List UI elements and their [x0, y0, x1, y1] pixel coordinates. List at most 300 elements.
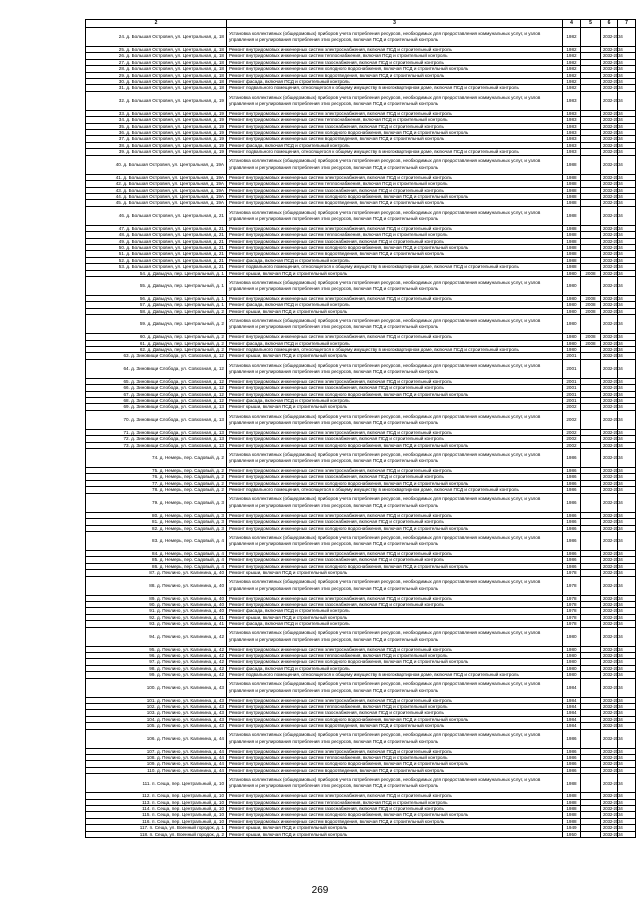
table-row: [86, 831, 636, 837]
cell-col5: [581, 576, 601, 595]
cell-work-type: Ремонт крыши, включая ПСД и строительный контроль: [227, 570, 563, 576]
cell-work-type: Установка коллективных (общедомовых) приборов учета потребления ресурсов, необходимых для предоставления коммунальных услуг, и узлов управления и регулирования потребления этих ресурсов, включая ПСД и строительный контроль: [227, 206, 563, 225]
cell-work-type: Ремонт внутридомовых инженерных систем электроснабжения, включая ПСД и строительный контроль: [227, 334, 563, 340]
cell-year: 1984: [563, 723, 581, 729]
column-header-period: 6: [601, 20, 618, 28]
cell-period: 2032-2034: [601, 672, 618, 678]
table-row: [86, 315, 636, 334]
cell-period: 2032-2034: [601, 531, 618, 550]
cell-address: 103. д. Пеклино, ул. Калинина, д. 43: [86, 710, 227, 716]
cell-address: 34. д. Большая Островня, ул. Центральная, д. 19: [86, 117, 227, 123]
cell-period: 2032-2034: [601, 117, 618, 123]
cell-year: 1986: [563, 550, 581, 556]
cell-address: 73. д. Зиновищи Слобода, ул. Совхозная, д. 13: [86, 442, 227, 448]
cell-year: 1980: [563, 672, 581, 678]
cell-col5: [581, 410, 601, 429]
table-header-row: [86, 20, 636, 28]
cell-address: 117. п. Сеща, ул. Военный городок, д. 1: [86, 825, 227, 831]
cell-period: 2032-2034: [601, 716, 618, 722]
cell-period: 2032-2034: [601, 53, 618, 59]
cell-work-type: Ремонт фасада, включая ПСД и строительный контроль: [227, 142, 563, 148]
cell-work-type: Ремонт внутридомовых инженерных систем водоотведения, включая ПСД и строительный контроль: [227, 136, 563, 142]
cell-address: 48. д. Большая Островня, ул. Центральная, д. 21: [86, 232, 227, 238]
cell-period: 2032-2034: [601, 181, 618, 187]
cell-period: 2032-2034: [601, 525, 618, 531]
cell-work-type: Ремонт крыши, включая ПСД и строительный контроль: [227, 270, 563, 276]
cell-year: 1988: [563, 155, 581, 174]
cell-year: 2002: [563, 410, 581, 429]
cell-period: 2032-2034: [601, 123, 618, 129]
cell-address: 72. д. Зиновищи Слобода, ул. Совхозная, д. 13: [86, 436, 227, 442]
cell-col5: 2008: [581, 302, 601, 308]
table-row: [86, 155, 636, 174]
cell-address: 104. д. Пеклино, ул. Калинина, д. 43: [86, 716, 227, 722]
cell-period: 2032-2034: [601, 512, 618, 518]
cell-work-type: Ремонт внутридомовых инженерных систем теплоснабжения, включая ПСД и строительный контроль: [227, 117, 563, 123]
cell-address: 87. д. Пеклино, ул. Калинина, д. 40: [86, 570, 227, 576]
cell-work-type: Установка коллективных (общедомовых) приборов учета потребления ресурсов, необходимых для предоставления коммунальных услуг, и узлов управления и регулирования потребления этих ресурсов, включая ПСД и строительный контроль: [227, 410, 563, 429]
cell-period: 2032-2034: [601, 601, 618, 607]
table-row: [86, 678, 636, 697]
cell-work-type: Ремонт внутридомовых инженерных систем газоснабжения, включая ПСД и строительный контроль: [227, 385, 563, 391]
cell-period: 2032-2034: [601, 704, 618, 710]
cell-work-type: Ремонт фасада, включая ПСД и строительный контроль: [227, 257, 563, 263]
cell-work-type: Ремонт внутридомовых инженерных систем газоснабжения, включая ПСД и строительный контроль: [227, 187, 563, 193]
cell-address: 78. д. Немерь, пер. Садовый, д. 2: [86, 487, 227, 493]
cell-year: 1980: [563, 665, 581, 671]
cell-period: 2032-2034: [601, 710, 618, 716]
cell-address: 57. д. Давыдча, пер. Центральный, д. 1: [86, 302, 227, 308]
cell-work-type: Ремонт внутридомовых инженерных систем электроснабжения, включая ПСД и строительный контроль: [227, 174, 563, 180]
cell-year: 1988: [563, 799, 581, 805]
cell-work-type: Ремонт внутридомовых инженерных систем газоснабжения, включая ПСД и строительный контроль: [227, 436, 563, 442]
cell-col5: [581, 493, 601, 512]
cell-year: 1988: [563, 174, 581, 180]
cell-address: 116. п. Сеща, пер. Центральный, д. 10: [86, 818, 227, 824]
cell-address: 32. д. Большая Островня, ул. Центральная, д. 19: [86, 91, 227, 110]
cell-work-type: Ремонт внутридомовых инженерных систем газоснабжения, включая ПСД и строительный контроль: [227, 601, 563, 607]
cell-work-type: Установка коллективных (общедомовых) приборов учета потребления ресурсов, необходимых для предоставления коммунальных услуг, и узлов управления и регулирования потребления этих ресурсов, включая ПСД и строительный контроль: [227, 449, 563, 468]
cell-period: 2032-2034: [601, 818, 618, 824]
cell-year: 1983: [563, 142, 581, 148]
cell-year: 1986: [563, 493, 581, 512]
cell-year: 2002: [563, 436, 581, 442]
cell-year: 2002: [563, 442, 581, 448]
cell-work-type: Ремонт внутридомовых инженерных систем холодного водоснабжения, включая ПСД и строительный контроль: [227, 480, 563, 486]
cell-period: 2032-2034: [601, 142, 618, 148]
cell-period: 2032-2034: [601, 774, 618, 793]
cell-work-type: Ремонт внутридомовых инженерных систем холодного водоснабжения, включая ПСД и строительный контроль: [227, 391, 563, 397]
table-row: [86, 576, 636, 595]
cell-work-type: Установка коллективных (общедомовых) приборов учета потребления ресурсов, необходимых для предоставления коммунальных услуг, и узлов управления и регулирования потребления этих ресурсов, включая ПСД и строительный контроль: [227, 774, 563, 793]
cell-work-type: Ремонт подвального помещения, относящегося к общему имуществу в многоквартирном доме, включая ПСД и строительный контроль: [227, 487, 563, 493]
cell-work-type: Ремонт внутридомовых инженерных систем теплоснабжения, включая ПСД и строительный контроль: [227, 704, 563, 710]
cell-address: 113. п. Сеща, пер. Центральный, д. 10: [86, 799, 227, 805]
column-header-col5: 5: [581, 20, 601, 28]
cell-work-type: Ремонт фасада, включая ПСД и строительный контроль: [227, 608, 563, 614]
cell-year: 1980: [563, 308, 581, 314]
cell-address: 55. д. Давыдча, пер. Центральный, д. 1: [86, 276, 227, 295]
cell-period: 2032-2034: [601, 799, 618, 805]
column-header-work: 3: [227, 20, 563, 28]
table-row: [86, 206, 636, 225]
cell-work-type: Ремонт крыши, включая ПСД и строительный контроль: [227, 404, 563, 410]
cell-address: 100. д. Пеклино, ул. Калинина, д. 43: [86, 678, 227, 697]
table-row: [86, 91, 636, 110]
cell-work-type: Ремонт внутридомовых инженерных систем газоснабжения, включая ПСД и строительный контроль: [227, 59, 563, 65]
cell-address: 71. д. Зиновищи Слобода, ул. Совхозная, д. 13: [86, 429, 227, 435]
table-row: [86, 359, 636, 378]
cell-period: 2032-2034: [601, 748, 618, 754]
cell-period: 2032-2034: [601, 244, 618, 250]
cell-address: 101. д. Пеклино, ул. Калинина, д. 43: [86, 697, 227, 703]
cell-period: 2032-2034: [601, 595, 618, 601]
cell-address: 46. д. Большая Островня, ул. Центральная, д. 21: [86, 206, 227, 225]
cell-address: 44. д. Большая Островня, ул. Центральная, д. 19А: [86, 193, 227, 199]
cell-period: 2032-2034: [601, 79, 618, 85]
cell-address: 79. д. Немерь, пер. Садовый, д. 3: [86, 493, 227, 512]
cell-work-type: Ремонт крыши, включая ПСД и строительный контроль: [227, 831, 563, 837]
cell-period: 2032-2034: [601, 225, 618, 231]
cell-year: 1984: [563, 678, 581, 697]
cell-year: 1982: [563, 85, 581, 91]
cell-address: 61. д. Давыдча, пер. Центральный, д. 2: [86, 340, 227, 346]
cell-year: 1988: [563, 181, 581, 187]
cell-address: 42. д. Большая Островня, ул. Центральная, д. 19А: [86, 181, 227, 187]
cell-year: 1986: [563, 563, 581, 569]
cell-period: 2032-2034: [601, 276, 618, 295]
cell-work-type: Ремонт фасада, включая ПСД и строительный контроль: [227, 398, 563, 404]
cell-work-type: Ремонт фасада, включая ПСД и строительный контроль: [227, 79, 563, 85]
cell-period: 2032-2034: [601, 385, 618, 391]
cell-year: 1988: [563, 812, 581, 818]
cell-period: 2032-2034: [601, 47, 618, 53]
cell-year: 1986: [563, 512, 581, 518]
cell-work-type: Ремонт крыши, включая ПСД и строительный контроль: [227, 353, 563, 359]
cell-col5: 2008: [581, 340, 601, 346]
cell-address: 94. д. Пеклино, ул. Калинина, д. 42: [86, 627, 227, 646]
cell-address: 67. д. Зиновищи Слобода, ул. Совхозная, д. 12: [86, 391, 227, 397]
cell-period: 2032-2034: [601, 264, 618, 270]
cell-col5: [581, 206, 601, 225]
cell-period: 2032-2034: [601, 570, 618, 576]
cell-address: 106. д. Пеклино, ул. Калинина, д. 44: [86, 729, 227, 748]
cell-period: 2032-2034: [601, 576, 618, 595]
table-row: [86, 28, 636, 47]
cell-year: 1988: [563, 244, 581, 250]
cell-period: 2032-2034: [601, 812, 618, 818]
cell-address: 65. д. Зиновищи Слобода, ул. Совхозная, д. 12: [86, 378, 227, 384]
cell-period: 2032-2034: [601, 206, 618, 225]
cell-work-type: Ремонт подвального помещения, относящегося к общему имуществу в многоквартирном доме, включая ПСД и строительный контроль: [227, 347, 563, 353]
cell-year: 1980: [563, 646, 581, 652]
cell-address: 53. д. Большая Островня, ул. Центральная, д. 21: [86, 264, 227, 270]
cell-period: 2032-2034: [601, 825, 618, 831]
cell-period: 2032-2034: [601, 340, 618, 346]
cell-address: 51. д. Большая Островня, ул. Центральная, д. 21: [86, 251, 227, 257]
cell-col5: [581, 315, 601, 334]
cell-work-type: Ремонт внутридомовых инженерных систем холодного водоснабжения, включая ПСД и строительный контроль: [227, 659, 563, 665]
table-row: [86, 449, 636, 468]
cell-period: 2032-2034: [601, 550, 618, 556]
cell-address: 110. д. Пеклино, ул. Калинина, д. 44: [86, 767, 227, 773]
cell-year: 1988: [563, 225, 581, 231]
cell-work-type: Ремонт подвального помещения, относящегося к общему имуществу в многоквартирном доме, включая ПСД и строительный контроль: [227, 85, 563, 91]
cell-year: 1986: [563, 557, 581, 563]
cell-address: 37. д. Большая Островня, ул. Центральная, д. 19: [86, 136, 227, 142]
cell-year: 1986: [563, 761, 581, 767]
cell-period: 2032-2034: [601, 755, 618, 761]
cell-address: 97. д. Пеклино, ул. Калинина, д. 42: [86, 659, 227, 665]
cell-work-type: Ремонт внутридомовых инженерных систем газоснабжения, включая ПСД и строительный контроль: [227, 806, 563, 812]
cell-address: 109. д. Пеклино, ул. Калинина, д. 44: [86, 761, 227, 767]
cell-work-type: Ремонт внутридомовых инженерных систем газоснабжения, включая ПСД и строительный контроль: [227, 519, 563, 525]
cell-period: 2032-2034: [601, 519, 618, 525]
cell-work-type: Ремонт внутридомовых инженерных систем электроснабжения, включая ПСД и строительный контроль: [227, 378, 563, 384]
cell-work-type: Ремонт внутридомовых инженерных систем электроснабжения, включая ПСД и строительный контроль: [227, 225, 563, 231]
cell-work-type: Ремонт внутридомовых инженерных систем электроснабжения, включая ПСД и строительный контроль: [227, 110, 563, 116]
cell-period: 2032-2034: [601, 257, 618, 263]
cell-year: 1980: [563, 276, 581, 295]
cell-work-type: Ремонт внутридомовых инженерных систем электроснабжения, включая ПСД и строительный контроль: [227, 646, 563, 652]
cell-address: 28. д. Большая Островня, ул. Центральная, д. 18: [86, 66, 227, 72]
cell-year: 1988: [563, 187, 581, 193]
cell-period: 2032-2034: [601, 359, 618, 378]
cell-year: 2001: [563, 391, 581, 397]
cell-work-type: Ремонт внутридомовых инженерных систем холодного водоснабжения, включая ПСД и строительный контроль: [227, 442, 563, 448]
cell-address: 75. д. Немерь, пер. Садовый, д. 2: [86, 468, 227, 474]
cell-address: 24. д. Большая Островня, ул. Центральная, д. 18: [86, 28, 227, 47]
cell-address: 112. п. Сеща, пер. Центральный, д. 10: [86, 793, 227, 799]
cell-year: 1980: [563, 652, 581, 658]
cell-year: 1982: [563, 47, 581, 53]
repair-schedule-table: [85, 19, 636, 838]
cell-col5: [581, 276, 601, 295]
cell-year: 1986: [563, 480, 581, 486]
cell-work-type: Ремонт внутридомовых инженерных систем теплоснабжения, включая ПСД и строительный контроль: [227, 232, 563, 238]
cell-year: 1978: [563, 614, 581, 620]
cell-year: 2001: [563, 385, 581, 391]
cell-year: 1988: [563, 200, 581, 206]
cell-col5: [581, 831, 601, 837]
cell-address: 50. д. Большая Островня, ул. Центральная, д. 21: [86, 244, 227, 250]
cell-work-type: Ремонт внутридомовых инженерных систем холодного водоснабжения, включая ПСД и строительный контроль: [227, 812, 563, 818]
cell-period: 2032-2034: [601, 831, 618, 837]
cell-work-type: Установка коллективных (общедомовых) приборов учета потребления ресурсов, необходимых для предоставления коммунальных услуг, и узлов управления и регулирования потребления этих ресурсов, включая ПСД и строительный контроль: [227, 531, 563, 550]
table-row: [86, 627, 636, 646]
cell-period: 2032-2034: [601, 295, 618, 301]
table-row: [86, 493, 636, 512]
cell-year: 1978: [563, 570, 581, 576]
cell-year: 2001: [563, 359, 581, 378]
cell-year: 2002: [563, 429, 581, 435]
cell-year: 1986: [563, 487, 581, 493]
table-body: [86, 28, 636, 838]
cell-year: 1982: [563, 72, 581, 78]
cell-year: 1988: [563, 257, 581, 263]
cell-work-type: Ремонт внутридомовых инженерных систем холодного водоснабжения, включая ПСД и строительный контроль: [227, 66, 563, 72]
cell-col5: 2008: [581, 295, 601, 301]
cell-address: 40. д. Большая Островня, ул. Центральная, д. 19А: [86, 155, 227, 174]
cell-year: 1983: [563, 123, 581, 129]
cell-year: 1986: [563, 531, 581, 550]
cell-work-type: Ремонт фасада, включая ПСД и строительный контроль: [227, 621, 563, 627]
cell-year: 1983: [563, 91, 581, 110]
cell-year: 1986: [563, 449, 581, 468]
cell-period: 2032-2034: [601, 232, 618, 238]
cell-year: 1978: [563, 608, 581, 614]
page-number: 269: [311, 885, 329, 896]
cell-work-type: Ремонт внутридомовых инженерных систем водоотведения, включая ПСД и строительный контроль: [227, 200, 563, 206]
cell-year: 1986: [563, 767, 581, 773]
cell-year: 2001: [563, 353, 581, 359]
cell-work-type: Установка коллективных (общедомовых) приборов учета потребления ресурсов, необходимых для предоставления коммунальных услуг, и узлов управления и регулирования потребления этих ресурсов, включая ПСД и строительный контроль: [227, 28, 563, 47]
cell-address: 49. д. Большая Островня, ул. Центральная, д. 21: [86, 238, 227, 244]
cell-address: 76. д. Немерь, пер. Садовый, д. 2: [86, 474, 227, 480]
cell-address: 69. д. Зиновищи Слобода, ул. Совхозная, д. 13: [86, 404, 227, 410]
cell-work-type: Ремонт подвального помещения, относящегося к общему имуществу в многоквартирном доме, включая ПСД и строительный контроль: [227, 264, 563, 270]
cell-work-type: Ремонт внутридомовых инженерных систем холодного водоснабжения, включая ПСД и строительный контроль: [227, 563, 563, 569]
cell-period: 2032-2034: [601, 251, 618, 257]
cell-year: 1986: [563, 729, 581, 748]
cell-year: 1988: [563, 206, 581, 225]
cell-address: 115. п. Сеща, пер. Центральный, д. 10: [86, 812, 227, 818]
cell-year: 1986: [563, 468, 581, 474]
cell-year: 1980: [563, 334, 581, 340]
cell-year: 1983: [563, 110, 581, 116]
cell-period: 2032-2034: [601, 238, 618, 244]
cell-year: 1982: [563, 53, 581, 59]
cell-col5: [581, 91, 601, 110]
cell-work-type: Ремонт внутридомовых инженерных систем водоотведения, включая ПСД и строительный контроль: [227, 818, 563, 824]
cell-year: 1984: [563, 710, 581, 716]
cell-period: 2032-2034: [601, 697, 618, 703]
cell-period: 2032-2034: [601, 28, 618, 47]
cell-address: 105. д. Пеклино, ул. Калинина, д. 43: [86, 723, 227, 729]
cell-year: 2002: [563, 404, 581, 410]
cell-work-type: Ремонт фасада, включая ПСД и строительный контроль: [227, 302, 563, 308]
cell-year: 1986: [563, 474, 581, 480]
cell-year: 1982: [563, 59, 581, 65]
cell-address: 99. д. Пеклино, ул. Калинина, д. 42: [86, 672, 227, 678]
cell-year: 1980: [563, 302, 581, 308]
cell-period: 2032-2034: [601, 91, 618, 110]
cell-period: 2032-2034: [601, 410, 618, 429]
cell-period: 2032-2034: [601, 391, 618, 397]
cell-period: 2032-2034: [601, 149, 618, 155]
cell-work-type: Ремонт фасада, включая ПСД и строительный контроль: [227, 665, 563, 671]
cell-work-type: Ремонт внутридомовых инженерных систем электроснабжения, включая ПСД и строительный контроль: [227, 47, 563, 53]
cell-col5: [581, 627, 601, 646]
cell-work-type: Ремонт внутридомовых инженерных систем газоснабжения, включая ПСД и строительный контроль: [227, 238, 563, 244]
cell-year: 1988: [563, 818, 581, 824]
cell-address: 47. д. Большая Островня, ул. Центральная, д. 21: [86, 225, 227, 231]
capital-repair-table: [85, 19, 628, 838]
cell-period: 2032-2034: [601, 85, 618, 91]
cell-period: 2032-2034: [601, 442, 618, 448]
cell-address: 66. д. Зиновищи Слобода, ул. Совхозная, д. 12: [86, 385, 227, 391]
cell-year: 1984: [563, 716, 581, 722]
cell-work-type: Установка коллективных (общедомовых) приборов учета потребления ресурсов, необходимых для предоставления коммунальных услуг, и узлов управления и регулирования потребления этих ресурсов, включая ПСД и строительный контроль: [227, 729, 563, 748]
cell-period: 2032-2034: [601, 646, 618, 652]
cell-period: 2032-2034: [601, 347, 618, 353]
cell-address: 35. д. Большая Островня, ул. Центральная, д. 19: [86, 123, 227, 129]
cell-year: 1984: [563, 697, 581, 703]
cell-col5: 2008: [581, 308, 601, 314]
cell-work-type: Установка коллективных (общедомовых) приборов учета потребления ресурсов, необходимых для предоставления коммунальных услуг, и узлов управления и регулирования потребления этих ресурсов, включая ПСД и строительный контроль: [227, 315, 563, 334]
cell-year: 1988: [563, 774, 581, 793]
cell-address: 88. д. Пеклино, ул. Калинина, д. 40: [86, 576, 227, 595]
cell-address: 74. д. Немерь, пер. Садовый, д. 2: [86, 449, 227, 468]
cell-col5: [581, 359, 601, 378]
cell-period: 2032-2034: [601, 659, 618, 665]
cell-work-type: Ремонт внутридомовых инженерных систем теплоснабжения, включая ПСД и строительный контроль: [227, 53, 563, 59]
cell-period: 2032-2034: [601, 474, 618, 480]
cell-work-type: Ремонт внутридомовых инженерных систем водоотведения, включая ПСД и строительный контроль: [227, 723, 563, 729]
cell-period: 2032-2034: [601, 136, 618, 142]
cell-address: 91. д. Пеклино, ул. Калинина, д. 40: [86, 608, 227, 614]
cell-work-type: Ремонт внутридомовых инженерных систем водоотведения, включая ПСД и строительный контроль: [227, 251, 563, 257]
cell-year: 1988: [563, 806, 581, 812]
cell-address: 92. д. Пеклино, ул. Калинина, д. 41: [86, 614, 227, 620]
cell-address: 62. д. Давыдча, пер. Центральный, д. 2: [86, 347, 227, 353]
cell-year: 1988: [563, 264, 581, 270]
cell-work-type: Установка коллективных (общедомовых) приборов учета потребления ресурсов, необходимых для предоставления коммунальных услуг, и узлов управления и регулирования потребления этих ресурсов, включая ПСД и строительный контроль: [227, 276, 563, 295]
table-row: [86, 774, 636, 793]
cell-year: 1988: [563, 238, 581, 244]
cell-work-type: Ремонт внутридомовых инженерных систем холодного водоснабжения, включая ПСД и строительный контроль: [227, 193, 563, 199]
cell-period: 2032-2034: [601, 793, 618, 799]
cell-work-type: Ремонт внутридомовых инженерных систем газоснабжения, включая ПСД и строительный контроль: [227, 123, 563, 129]
cell-address: 90. д. Пеклино, ул. Калинина, д. 40: [86, 601, 227, 607]
cell-work-type: Ремонт внутридомовых инженерных систем электроснабжения, включая ПСД и строительный контроль: [227, 429, 563, 435]
cell-period: 2032-2034: [601, 480, 618, 486]
table-row: [86, 276, 636, 295]
cell-work-type: Установка коллективных (общедомовых) приборов учета потребления ресурсов, необходимых для предоставления коммунальных услуг, и узлов управления и регулирования потребления этих ресурсов, включая ПСД и строительный контроль: [227, 627, 563, 646]
cell-work-type: Ремонт внутридомовых инженерных систем холодного водоснабжения, включая ПСД и строительный контроль: [227, 525, 563, 531]
cell-year: 1978: [563, 601, 581, 607]
table-row: [86, 729, 636, 748]
cell-work-type: Ремонт внутридомовых инженерных систем электроснабжения, включая ПСД и строительный контроль: [227, 793, 563, 799]
cell-year: 1980: [563, 315, 581, 334]
cell-address: 58. д. Давыдча, пер. Центральный, д. 2: [86, 308, 227, 314]
cell-period: 2032-2034: [601, 308, 618, 314]
cell-year: 1983: [563, 149, 581, 155]
cell-address: 31. д. Большая Островня, ул. Центральная, д. 18: [86, 85, 227, 91]
cell-period: 2032-2034: [601, 187, 618, 193]
cell-address: 102. д. Пеклино, ул. Калинина, д. 43: [86, 704, 227, 710]
cell-period: 2032-2034: [601, 493, 618, 512]
cell-year: 1986: [563, 748, 581, 754]
cell-year: 1980: [563, 347, 581, 353]
table-row: [86, 410, 636, 429]
cell-year: 1988: [563, 251, 581, 257]
cell-work-type: Ремонт внутридомовых инженерных систем теплоснабжения, включая ПСД и строительный контроль: [227, 799, 563, 805]
cell-address: 86. д. Немерь, пер. Садовый, д. 4: [86, 563, 227, 569]
cell-work-type: Ремонт внутридомовых инженерных систем водоотведения, включая ПСД и строительный контроль: [227, 767, 563, 773]
cell-period: 2032-2034: [601, 315, 618, 334]
cell-work-type: Ремонт внутридомовых инженерных систем теплоснабжения, включая ПСД и строительный контроль: [227, 652, 563, 658]
cell-work-type: Установка коллективных (общедомовых) приборов учета потребления ресурсов, необходимых для предоставления коммунальных услуг, и узлов управления и регулирования потребления этих ресурсов, включая ПСД и строительный контроль: [227, 155, 563, 174]
cell-period: 2032-2034: [601, 404, 618, 410]
cell-col5: [581, 678, 601, 697]
cell-period: 2032-2034: [601, 563, 618, 569]
cell-period: 2032-2034: [601, 608, 618, 614]
cell-period: 2032-2034: [601, 353, 618, 359]
cell-year: 1980: [563, 659, 581, 665]
cell-work-type: Ремонт внутридомовых инженерных систем теплоснабжения, включая ПСД и строительный контроль: [227, 755, 563, 761]
cell-period: 2032-2034: [601, 334, 618, 340]
